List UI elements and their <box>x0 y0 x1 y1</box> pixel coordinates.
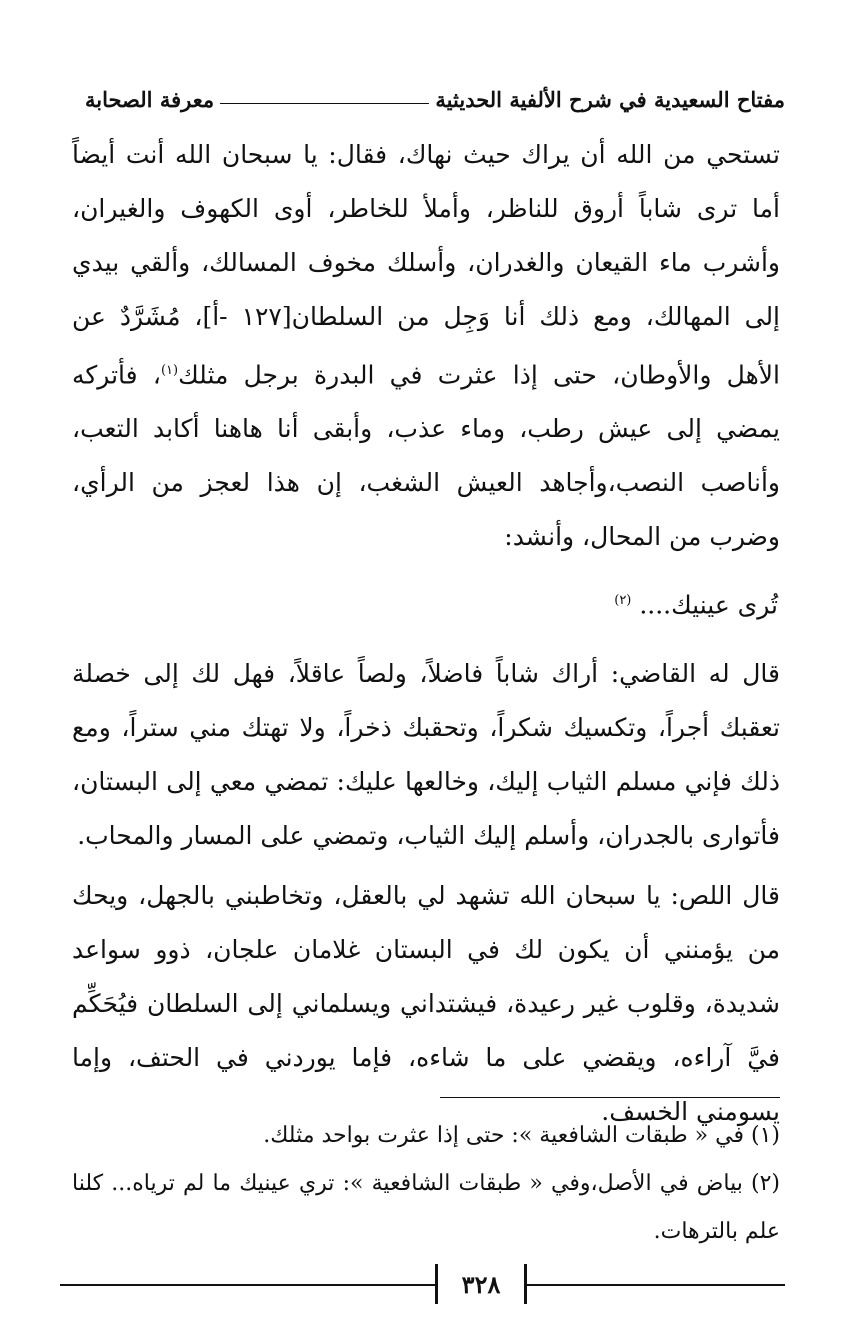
book-title: مفتاح السعيدية في شرح الألفية الحديثية <box>435 87 785 112</box>
paragraph: قال اللص: يا سبحان الله تشهد لي بالعقل، وتخاطبني بالجهل، ويحك من يؤمنني أن يكون لك في البستان غلامان علجان، ذوو سواعد شديدة، وقلوب غير رعيدة، فيشتداني ويسلماني إلى السلطان فيُحَكِّم فيَّ آراءه، ويقضي على ما شاءه، فإما يوردني في الحتف، وإما يسومني الخسف. <box>72 880 780 1126</box>
footer-rule <box>60 1284 785 1286</box>
footnote-reference: (١) <box>160 363 179 378</box>
footnotes <box>72 1112 780 1256</box>
footnote-reference: (٢) <box>614 593 632 609</box>
footnote: (١) في « طبقات الشافعية »: حتى إذا عثرت بواحد مثلك. <box>263 1123 780 1148</box>
footnote: (٢) بياض في الأصل،وفي « طبقات الشافعية »: تري عينيك ما لم ترياه... كلنا علم بالترهات. <box>72 1171 780 1244</box>
paragraph: قال له القاضي: أراك شاباً فاضلاً، ولصاً عاقلاً، فهل لك إلى خصلة تعقبك أجراً، وتكسيك شكراً، وتحقبك ذخراً، ولا تهتك مني ستراً، ومع ذلك فإني مسلم الثياب إليك، وخالعها عليك: تمضي معي إلى البستان، فأتوارى بالجدران، وأسلم إليك الثياب، وتمضي على المسار والمحاب. <box>72 658 780 850</box>
paragraph-text: تستحي من الله أن يراك حيث نهاك، فقال: يا سبحان الله أنت أيضاً أما ترى شاباً أروق للناظر، وأملأ للخاطر، أوى الكهوف والغيران، وأشرب ماء القيعان والغدران، وأسلك مخوف المسالك، وألقي بيدي إلى المهالك، ومع ذلك أنا وَجِل من السلطان[١٢٧ -أ]، مُشَرَّدٌ عن الأهل والأوطان، حتى إذا عثرت في البدرة برجل مثلك <box>72 140 781 390</box>
running-header <box>85 70 785 110</box>
footnote-separator <box>440 1097 780 1098</box>
header-rule <box>220 103 429 104</box>
paragraph-text: ، فأتركه يمضي إلى عيش رطب، وماء عذب، وأبقى أنا هاهنا أكابد التعب، وأناصب النصب،وأجاهد العيش الشغب، إن هذا لعجز من الرأي، وضرب من المحال، وأنشد: <box>72 360 780 552</box>
verse-text: تُرى عينيك.... <box>639 590 778 620</box>
page-number: ٣٢٨ <box>435 1264 527 1304</box>
section-title: معرفة الصحابة <box>85 87 215 112</box>
main-text <box>72 128 780 1139</box>
page-footer <box>60 1260 785 1320</box>
verse-line <box>72 574 780 632</box>
paragraph <box>72 128 780 564</box>
